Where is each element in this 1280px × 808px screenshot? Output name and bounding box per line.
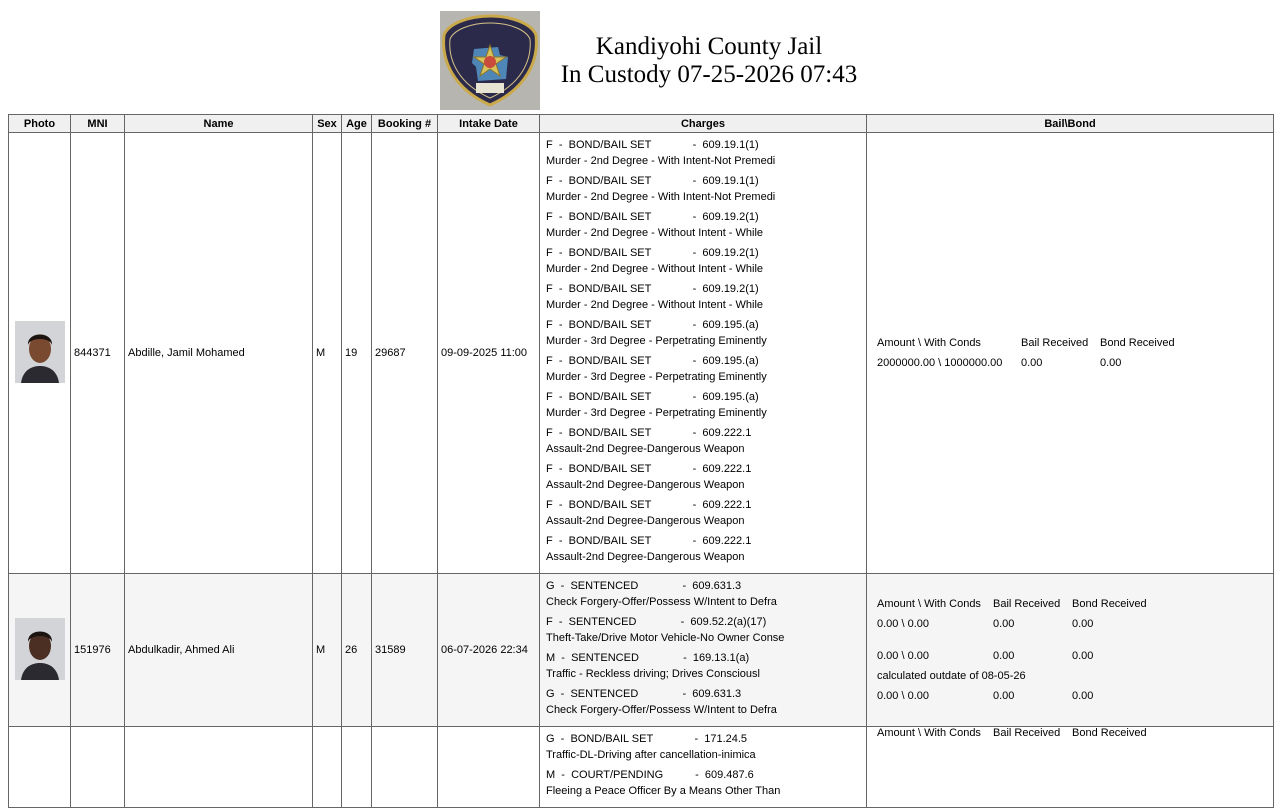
intake-date-cell: 06-07-2026 22:34 [438,574,540,727]
bail-bond-cell [867,727,1274,808]
charge-header-line: F - BOND/BAIL SET - 609.19.2(1) [546,247,759,259]
charge-level: F [546,211,553,223]
roster-body [9,133,1274,808]
charges-cell [540,133,867,574]
bail-grid [877,337,1263,369]
charge-status: BOND/BAIL SET [568,283,652,295]
booking-number-cell: 29687 [372,133,438,574]
charge-entry [546,650,860,686]
charge-level: F [546,319,553,331]
column-header-age: Age [342,115,372,133]
charge-description: Murder - 2nd Degree - With Intent-Not Premedi [546,191,776,203]
charge-description: Assault-2nd Degree-Dangerous Weapon [546,479,745,491]
charge-header-line: F - BOND/BAIL SET - 609.19.1(1) [546,175,759,187]
bail-amount: 2000000.00 \ 1000000.00 [877,357,1003,369]
charge-status: BOND/BAIL SET [570,733,654,745]
charge-header-line: M - SENTENCED - 169.13.1(a) [546,652,750,664]
inmate-roster-table [8,114,1274,808]
charge-status: BOND/BAIL SET [568,535,652,547]
page-title: Kandiyohi County Jail [595,33,823,60]
column-header-booking: Booking # [372,115,438,133]
charge-entry [546,317,860,353]
charge-header-line: F - BOND/BAIL SET - 609.222.1 [546,499,752,511]
bail-received: 0.00 [993,618,1015,630]
charge-header-line: F - BOND/BAIL SET - 609.195.(a) [546,355,759,367]
bond-received: 0.00 [1072,618,1094,630]
charge-entry [546,173,860,209]
charge-statute: 609.52.2(a)(17) [690,616,767,628]
charge-level: F [546,247,553,259]
charge-status: BOND/BAIL SET [568,391,652,403]
charge-status: BOND/BAIL SET [568,427,652,439]
booking-number-cell: 31589 [372,574,438,727]
column-header-mni: MNI [71,115,125,133]
charge-status: BOND/BAIL SET [568,355,652,367]
charge-entry [546,209,860,245]
bail-bond-cell [867,574,1274,727]
charge-status: BOND/BAIL SET [568,247,652,259]
bond-received: 0.00 [1072,690,1094,702]
column-header-sex: Sex [313,115,342,133]
photo-cell [9,133,71,574]
charge-statute: 609.222.1 [702,463,752,475]
charge-level: F [546,391,553,403]
name-cell [125,727,313,808]
charge-entry [546,137,860,173]
charge-statute: 609.222.1 [702,427,752,439]
bail-amount: 0.00 \ 0.00 [877,690,929,702]
charge-header-line: F - BOND/BAIL SET - 609.195.(a) [546,319,759,331]
charge-statute: 609.19.1(1) [702,139,759,151]
charge-level: G [546,733,555,745]
charge-description: Murder - 3rd Degree - Perpetrating Eminently [546,371,767,383]
charge-level: M [546,652,556,664]
bail-received: 0.00 [993,650,1015,662]
charge-entry [546,578,860,614]
charge-status: COURT/PENDING [571,769,664,781]
amount-with-conds-header: Amount \ With Conds [877,727,981,739]
bond-received-header: Bond Received [1100,337,1175,349]
intake-date-cell: 09-09-2025 11:00 [438,133,540,574]
charge-statute: 609.195.(a) [702,391,759,403]
charge-entry [546,533,860,569]
mni-cell: 151976 [71,574,125,727]
charge-statute: 609.195.(a) [702,319,759,331]
bail-received-header: Bail Received [1021,337,1089,349]
charge-status: BOND/BAIL SET [568,139,652,151]
charge-description: Murder - 2nd Degree - Without Intent - While [546,227,764,239]
charge-level: F [546,283,553,295]
age-cell: 19 [342,133,372,574]
charge-status: SENTENCED [571,652,639,664]
charge-statute: 609.195.(a) [702,355,759,367]
bond-received-header: Bond Received [1072,727,1147,739]
charge-header-line: F - BOND/BAIL SET - 609.195.(a) [546,391,759,403]
charge-description: Assault-2nd Degree-Dangerous Weapon [546,443,745,455]
charge-entry [546,281,860,317]
charges-cell [540,574,867,727]
charge-level: G [546,580,555,592]
charge-statute: 609.222.1 [702,499,752,511]
charge-header-line: G - SENTENCED - 609.631.3 [546,580,742,592]
mni-cell: 844371 [71,133,125,574]
column-header-charges: Charges [540,115,867,133]
charge-description: Traffic-DL-Driving after cancellation-inimica [546,749,756,761]
bond-received: 0.00 [1072,650,1094,662]
charge-description: Check Forgery-Offer/Possess W/Intent to Defra [546,704,777,716]
bail-grid [877,598,1263,702]
charge-status: BOND/BAIL SET [568,499,652,511]
charge-statute: 609.19.2(1) [702,283,759,295]
amount-with-conds-header: Amount \ With Conds [877,598,981,610]
charge-level: F [546,499,553,511]
charge-status: BOND/BAIL SET [568,319,652,331]
charge-description: Assault-2nd Degree-Dangerous Weapon [546,551,745,563]
charge-statute: 609.631.3 [692,688,742,700]
charge-entry [546,686,860,722]
name-cell: Abdille, Jamil Mohamed [125,133,313,574]
bond-received-header: Bond Received [1072,598,1147,610]
column-header-photo: Photo [9,115,71,133]
charge-statute: 609.631.3 [692,580,742,592]
bail-bond-cell [867,133,1274,574]
charge-header-line: F - BOND/BAIL SET - 609.222.1 [546,463,752,475]
booking-number-cell [372,727,438,808]
page-header [0,0,1280,112]
bail-note: calculated outdate of 08-05-26 [877,670,1026,682]
charge-entry [546,425,860,461]
charge-level: F [546,355,553,367]
charge-header-line: F - BOND/BAIL SET - 609.222.1 [546,535,752,547]
charge-level: F [546,427,553,439]
charge-description: Murder - 3rd Degree - Perpetrating Eminently [546,407,767,419]
charge-description: Murder - 3rd Degree - Perpetrating Eminently [546,335,767,347]
photo-cell [9,574,71,727]
charge-description: Murder - 2nd Degree - Without Intent - While [546,299,764,311]
charge-status: BOND/BAIL SET [568,175,652,187]
intake-date-cell [438,727,540,808]
charge-statute: 171.24.5 [704,733,748,745]
charge-statute: 169.13.1(a) [692,652,750,664]
charge-header-line: G - BOND/BAIL SET - 171.24.5 [546,733,748,745]
mugshot-photo[interactable] [15,321,65,383]
bail-grid [877,727,1263,739]
name-cell: Abdulkadir, Ahmed Ali [125,574,313,727]
charge-status: BOND/BAIL SET [568,463,652,475]
amount-with-conds-header: Amount \ With Conds [877,337,981,349]
bail-amount: 0.00 \ 0.00 [877,618,929,630]
charge-description: Check Forgery-Offer/Possess W/Intent to Defra [546,596,777,608]
charge-header-line: F - SENTENCED - 609.52.2(a)(17) [546,616,767,628]
charge-level: F [546,535,553,547]
sex-cell: M [313,133,342,574]
charge-entry [546,731,860,767]
charge-status: BOND/BAIL SET [568,211,652,223]
charge-entry [546,614,860,650]
charge-entry [546,353,860,389]
charge-description: Assault-2nd Degree-Dangerous Weapon [546,515,745,527]
charge-description: Traffic - Reckless driving; Drives Consciousl [546,668,760,680]
column-header-intake-date: Intake Date [438,115,540,133]
charges-cell [540,727,867,808]
charge-description: Fleeing a Peace Officer By a Means Other Than [546,785,781,797]
charge-level: F [546,175,553,187]
charge-header-line: G - SENTENCED - 609.631.3 [546,688,742,700]
table-header-row [9,115,1274,133]
charge-entry [546,497,860,533]
sheriff-badge-logo [440,11,540,110]
charge-description: Theft-Take/Drive Motor Vehicle-No Owner Conse [546,632,785,644]
charge-level: F [546,463,553,475]
column-header-bail-bond: Bail\Bond [867,115,1274,133]
charge-entry [546,767,860,803]
bail-received-header: Bail Received [993,598,1061,610]
sex-cell [313,727,342,808]
charge-level: F [546,139,553,151]
bail-received: 0.00 [993,690,1015,702]
charge-description: Murder - 2nd Degree - With Intent-Not Premedi [546,155,776,167]
charge-header-line: F - BOND/BAIL SET - 609.19.2(1) [546,211,759,223]
bail-received-header: Bail Received [993,727,1061,739]
charge-header-line: F - BOND/BAIL SET - 609.19.2(1) [546,283,759,295]
charge-statute: 609.19.2(1) [702,211,759,223]
page-subtitle: In Custody 07-25-2026 07:43 [560,61,858,88]
age-cell: 26 [342,574,372,727]
charge-header-line: F - BOND/BAIL SET - 609.19.1(1) [546,139,759,151]
mugshot-photo[interactable] [15,618,65,680]
charge-status: SENTENCED [568,616,637,628]
sex-cell: M [313,574,342,727]
charge-entry [546,461,860,497]
charge-level: F [546,616,553,628]
photo-cell [9,727,71,808]
charge-statute: 609.19.1(1) [702,175,759,187]
column-header-name: Name [125,115,313,133]
charge-header-line: F - BOND/BAIL SET - 609.222.1 [546,427,752,439]
bail-amount: 0.00 \ 0.00 [877,650,929,662]
charge-header-line: M - COURT/PENDING - 609.487.6 [546,769,754,781]
charge-entry [546,389,860,425]
bail-received: 0.00 [1021,357,1043,369]
inmate-row [9,727,1274,808]
charge-entry [546,245,860,281]
charge-statute: 609.222.1 [702,535,752,547]
age-cell [342,727,372,808]
report-title-block [544,33,874,89]
charge-level: M [546,769,556,781]
inmate-row [9,574,1274,727]
mni-cell [71,727,125,808]
charge-status: SENTENCED [570,580,639,592]
charge-statute: 609.487.6 [704,769,754,781]
charge-statute: 609.19.2(1) [702,247,759,259]
inmate-row [9,133,1274,574]
bond-received: 0.00 [1100,357,1122,369]
charge-description: Murder - 2nd Degree - Without Intent - While [546,263,764,275]
charge-level: G [546,688,555,700]
charge-status: SENTENCED [570,688,639,700]
